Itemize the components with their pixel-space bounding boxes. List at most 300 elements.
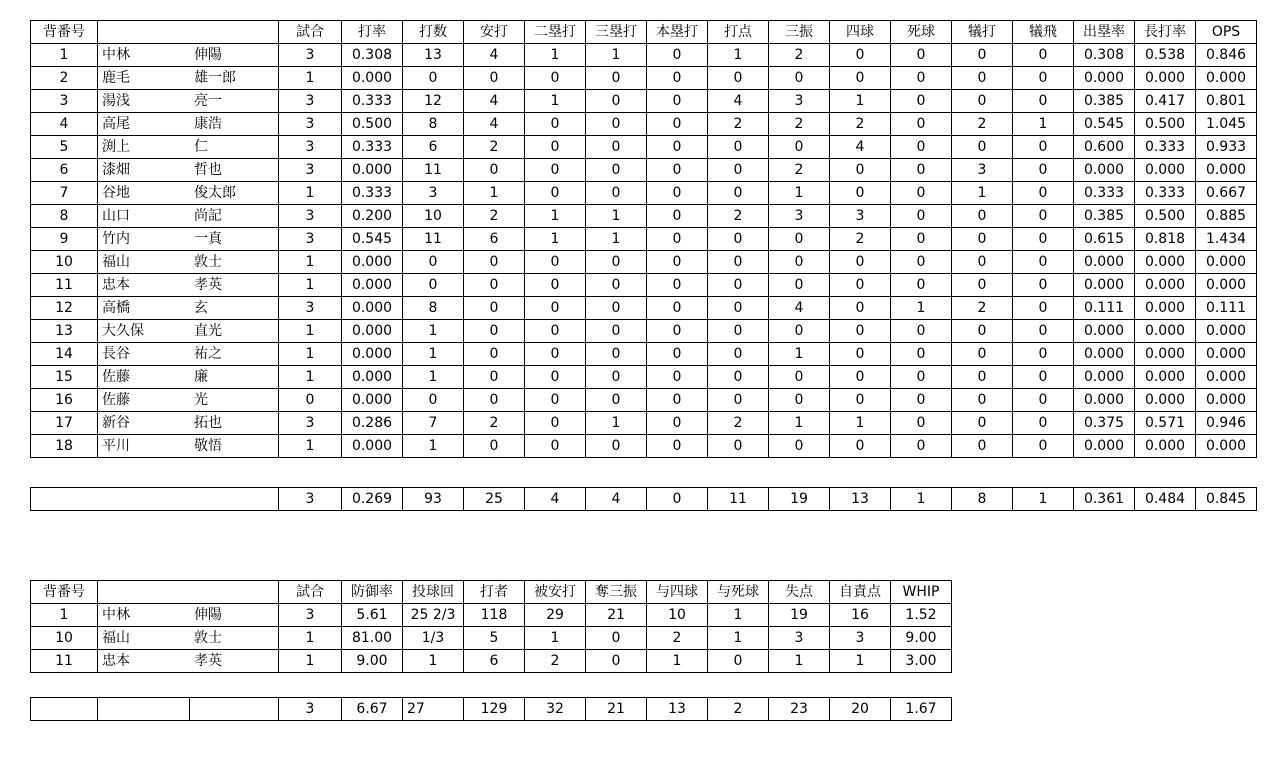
stat-cell: 0.111: [1074, 297, 1135, 320]
batting-header-row: [31, 21, 1257, 44]
stat-cell: 0: [952, 435, 1013, 458]
given-name: 直光: [194, 322, 222, 339]
stat-cell: 3: [403, 182, 464, 205]
stat-cell: 0: [647, 343, 708, 366]
batting-total-table: [30, 487, 1257, 511]
player-name: [98, 67, 279, 90]
stat-cell: 2: [464, 412, 525, 435]
stat-cell: 3: [769, 627, 830, 650]
stat-cell: 0.000: [1135, 343, 1196, 366]
stat-cell: 0.000: [1135, 67, 1196, 90]
stat-cell: 9.00: [342, 650, 403, 673]
stat-cell: 13: [403, 44, 464, 67]
stat-cell: 6: [403, 136, 464, 159]
stat-cell: 0.000: [1196, 435, 1257, 458]
stat-cell: 1: [708, 604, 769, 627]
stat-cell: 0: [647, 389, 708, 412]
stat-cell: 0.615: [1074, 228, 1135, 251]
total-cell: [31, 488, 279, 511]
stat-cell: 3: [279, 44, 342, 67]
stat-cell: 0: [830, 44, 891, 67]
stat-cell: 0.000: [342, 274, 403, 297]
total-cell: [190, 698, 279, 721]
stat-cell: 1: [279, 650, 342, 673]
stat-cell: 0: [830, 182, 891, 205]
stat-cell: 0: [891, 113, 952, 136]
stat-cell: 0: [464, 389, 525, 412]
stat-cell: 0: [891, 205, 952, 228]
column-header: OPS: [1196, 21, 1257, 44]
stat-cell: 3: [279, 604, 342, 627]
table-row: [31, 366, 1257, 389]
surname: 忠本: [102, 652, 130, 669]
stat-cell: 0: [525, 113, 586, 136]
total-cell: 93: [403, 488, 464, 511]
header-row: [31, 581, 952, 604]
batting-body: [31, 44, 1257, 458]
column-header: WHIP: [891, 581, 952, 604]
stat-cell: 9.00: [891, 627, 952, 650]
surname: 渕上: [102, 138, 130, 155]
stat-cell: 0.333: [342, 136, 403, 159]
column-header: 打率: [342, 21, 403, 44]
stat-cell: 0: [891, 435, 952, 458]
stat-cell: 0: [1013, 343, 1074, 366]
stat-cell: 0: [891, 251, 952, 274]
column-header: [98, 581, 279, 604]
jersey-number: 16: [31, 389, 98, 412]
stat-cell: 0: [525, 297, 586, 320]
stat-cell: 0.000: [1135, 159, 1196, 182]
stat-cell: 0: [464, 274, 525, 297]
stat-cell: 0.000: [342, 297, 403, 320]
stat-cell: 0: [525, 136, 586, 159]
stat-cell: 0: [708, 389, 769, 412]
table-row: [31, 604, 952, 627]
table-row: [31, 274, 1257, 297]
player-name: [98, 366, 279, 389]
jersey-number: 10: [31, 251, 98, 274]
stat-cell: 0: [279, 389, 342, 412]
stat-cell: 1: [1013, 113, 1074, 136]
stat-cell: 1: [279, 435, 342, 458]
stat-cell: 0: [647, 435, 708, 458]
surname: 平川: [102, 437, 130, 454]
stat-cell: 0: [647, 228, 708, 251]
total-cell: 4: [586, 488, 647, 511]
stat-cell: 0.545: [1074, 113, 1135, 136]
stat-cell: 0.333: [342, 90, 403, 113]
stat-cell: 0: [891, 412, 952, 435]
stat-cell: 0.545: [342, 228, 403, 251]
jersey-number: 4: [31, 113, 98, 136]
stat-cell: 0.000: [342, 159, 403, 182]
stat-cell: 1: [279, 343, 342, 366]
stat-cell: 2: [952, 297, 1013, 320]
stat-cell: 0.200: [342, 205, 403, 228]
stat-cell: 1: [586, 205, 647, 228]
given-name: 雄一郎: [194, 69, 236, 86]
stat-cell: 2: [830, 113, 891, 136]
stat-cell: 8: [403, 113, 464, 136]
stat-cell: 0.375: [1074, 412, 1135, 435]
stat-cell: 1: [279, 274, 342, 297]
header-row: [31, 21, 1257, 44]
stat-cell: 2: [525, 650, 586, 673]
stat-cell: 3: [279, 297, 342, 320]
surname: 忠本: [102, 276, 130, 293]
stat-cell: 0: [891, 136, 952, 159]
stat-cell: 3: [279, 412, 342, 435]
stat-cell: 0.000: [1074, 251, 1135, 274]
stat-cell: 0: [708, 366, 769, 389]
stat-cell: 10: [403, 205, 464, 228]
column-header: 自責点: [830, 581, 891, 604]
column-header: 投球回: [403, 581, 464, 604]
column-header: 出塁率: [1074, 21, 1135, 44]
stat-cell: 0: [464, 67, 525, 90]
stat-cell: 0.500: [342, 113, 403, 136]
stat-cell: 0: [952, 366, 1013, 389]
stat-cell: 0.385: [1074, 90, 1135, 113]
surname: 谷地: [102, 184, 130, 201]
column-header: 犠飛: [1013, 21, 1074, 44]
stat-cell: 1: [708, 44, 769, 67]
stat-cell: 1.52: [891, 604, 952, 627]
surname: 高尾: [102, 115, 130, 132]
stat-cell: 0.818: [1135, 228, 1196, 251]
total-cell: 129: [464, 698, 525, 721]
stat-cell: 2: [708, 113, 769, 136]
stat-cell: 0.000: [342, 251, 403, 274]
total-cell: 27: [403, 698, 464, 721]
stat-cell: 0.846: [1196, 44, 1257, 67]
stat-cell: 0: [891, 159, 952, 182]
stat-cell: 1: [279, 320, 342, 343]
stat-cell: 0: [952, 251, 1013, 274]
stat-cell: 5.61: [342, 604, 403, 627]
stat-cell: 0: [464, 435, 525, 458]
total-cell: 1: [891, 488, 952, 511]
stat-cell: 2: [769, 44, 830, 67]
stat-cell: 0: [708, 67, 769, 90]
player-name: [98, 389, 279, 412]
stat-cell: 0: [952, 228, 1013, 251]
stat-cell: 0: [952, 44, 1013, 67]
column-header: 長打率: [1135, 21, 1196, 44]
stat-cell: 0: [830, 320, 891, 343]
stat-cell: 2: [708, 412, 769, 435]
stat-cell: 0: [769, 320, 830, 343]
stat-cell: 0: [1013, 228, 1074, 251]
table-row: [31, 251, 1257, 274]
stat-cell: 0: [647, 44, 708, 67]
stat-cell: 0: [647, 205, 708, 228]
stat-cell: 0.333: [1074, 182, 1135, 205]
column-header: 背番号: [31, 21, 98, 44]
stat-cell: 1: [830, 650, 891, 673]
stat-cell: 1: [769, 182, 830, 205]
stat-cell: 1.434: [1196, 228, 1257, 251]
stat-cell: 0: [708, 320, 769, 343]
stat-cell: 11: [403, 228, 464, 251]
column-header: 与四球: [647, 581, 708, 604]
stat-cell: 0.538: [1135, 44, 1196, 67]
stat-cell: 1: [279, 182, 342, 205]
stat-cell: 0: [586, 67, 647, 90]
stat-cell: 0.000: [342, 343, 403, 366]
stat-cell: 0.000: [1135, 251, 1196, 274]
stat-cell: 0.500: [1135, 205, 1196, 228]
jersey-number: 3: [31, 90, 98, 113]
stat-cell: 0.000: [1196, 389, 1257, 412]
stat-cell: 1: [279, 67, 342, 90]
stat-cell: 0: [586, 650, 647, 673]
column-header: 打点: [708, 21, 769, 44]
stat-cell: 25 2/3: [403, 604, 464, 627]
total-cell: 0.845: [1196, 488, 1257, 511]
total-cell: 19: [769, 488, 830, 511]
stat-cell: 4: [464, 90, 525, 113]
pitching-stats-table: [30, 580, 952, 673]
stat-cell: 0: [647, 159, 708, 182]
stat-cell: 0: [403, 274, 464, 297]
stat-cell: 0: [586, 366, 647, 389]
stat-cell: 0: [647, 67, 708, 90]
stat-cell: 0: [647, 320, 708, 343]
column-header: 防御率: [342, 581, 403, 604]
stat-cell: 0.000: [1074, 67, 1135, 90]
stat-cell: 0: [647, 251, 708, 274]
stat-cell: 0.333: [1135, 182, 1196, 205]
stat-cell: 0.000: [1074, 435, 1135, 458]
total-cell: 13: [830, 488, 891, 511]
stat-cell: 0.308: [342, 44, 403, 67]
player-name: [98, 320, 279, 343]
stat-cell: 0: [952, 136, 1013, 159]
jersey-number: 9: [31, 228, 98, 251]
stat-cell: 0: [1013, 182, 1074, 205]
stat-cell: 0.000: [1196, 67, 1257, 90]
player-name: [98, 90, 279, 113]
stat-cell: 0: [1013, 320, 1074, 343]
stat-cell: 0: [1013, 389, 1074, 412]
stat-cell: 1/3: [403, 627, 464, 650]
stat-cell: 0.801: [1196, 90, 1257, 113]
table-row: [31, 205, 1257, 228]
stat-cell: 0.417: [1135, 90, 1196, 113]
given-name: 伸陽: [194, 46, 222, 63]
stat-cell: 0: [769, 435, 830, 458]
given-name: 孝英: [194, 276, 222, 293]
stat-cell: 0: [586, 274, 647, 297]
total-cell: 6.67: [342, 698, 403, 721]
stat-cell: 0: [403, 251, 464, 274]
stat-cell: 0: [464, 251, 525, 274]
surname: 高橋: [102, 299, 130, 316]
surname: 新谷: [102, 414, 130, 431]
pitching-body: [31, 604, 952, 673]
stat-cell: 0: [891, 228, 952, 251]
column-header: 試合: [279, 21, 342, 44]
stat-cell: 6: [464, 228, 525, 251]
stat-cell: 0: [647, 274, 708, 297]
stat-cell: 0: [952, 67, 1013, 90]
given-name: 康浩: [194, 115, 222, 132]
stat-cell: 0.000: [342, 366, 403, 389]
stat-cell: 1: [403, 343, 464, 366]
stat-cell: 0: [891, 366, 952, 389]
table-row: [31, 182, 1257, 205]
pitching-total-table: [30, 697, 952, 721]
column-header: 安打: [464, 21, 525, 44]
player-name: [98, 136, 279, 159]
surname: 佐藤: [102, 391, 130, 408]
table-row: [31, 228, 1257, 251]
given-name: 廉: [194, 368, 208, 385]
stat-cell: 0: [586, 159, 647, 182]
table-row: [31, 113, 1257, 136]
table-row: [31, 90, 1257, 113]
stat-cell: 0: [769, 136, 830, 159]
stat-cell: 0.000: [1196, 366, 1257, 389]
column-header: 二塁打: [525, 21, 586, 44]
stat-cell: 0.933: [1196, 136, 1257, 159]
total-cell: [31, 698, 98, 721]
stat-cell: 1: [769, 650, 830, 673]
total-cell: 0.361: [1074, 488, 1135, 511]
stat-cell: 0.000: [1135, 366, 1196, 389]
batting-total-row: [31, 488, 1257, 511]
surname: 中林: [102, 46, 130, 63]
total-cell: 3: [279, 698, 342, 721]
stat-cell: 1: [403, 650, 464, 673]
stat-cell: 0: [1013, 412, 1074, 435]
given-name: 孝英: [194, 652, 222, 669]
stat-cell: 0.000: [1196, 274, 1257, 297]
stat-cell: 0.111: [1196, 297, 1257, 320]
total-cell: [98, 698, 190, 721]
given-name: 敦士: [194, 629, 222, 646]
stat-cell: 0: [708, 435, 769, 458]
stat-cell: 0: [769, 274, 830, 297]
stat-cell: 1: [464, 182, 525, 205]
stat-cell: 0.885: [1196, 205, 1257, 228]
stat-cell: 0: [1013, 67, 1074, 90]
surname: 漆畑: [102, 161, 130, 178]
player-name: [98, 228, 279, 251]
table-row: [31, 44, 1257, 67]
column-header: 与死球: [708, 581, 769, 604]
given-name: 玄: [194, 299, 208, 316]
column-header: 三振: [769, 21, 830, 44]
column-header: 奪三振: [586, 581, 647, 604]
given-name: 亮一: [194, 92, 222, 109]
table-row: [31, 297, 1257, 320]
player-name: [98, 650, 279, 673]
stat-cell: 0: [830, 274, 891, 297]
stat-cell: 1: [769, 343, 830, 366]
stat-cell: 0: [586, 182, 647, 205]
stat-cell: 0: [647, 182, 708, 205]
player-name: [98, 343, 279, 366]
surname: 福山: [102, 253, 130, 270]
column-header: 打者: [464, 581, 525, 604]
stat-cell: 1: [769, 412, 830, 435]
jersey-number: 5: [31, 136, 98, 159]
pitching-header-row: [31, 581, 952, 604]
stat-cell: 0: [586, 251, 647, 274]
table-row: [31, 389, 1257, 412]
stat-cell: 0: [769, 366, 830, 389]
stat-cell: 1: [586, 412, 647, 435]
stat-cell: 0.000: [1196, 159, 1257, 182]
stat-cell: 1: [403, 366, 464, 389]
stat-cell: 0.000: [1074, 366, 1135, 389]
total-cell: 4: [525, 488, 586, 511]
given-name: 祐之: [194, 345, 222, 362]
given-name: 仁: [194, 138, 208, 155]
column-header: 三塁打: [586, 21, 647, 44]
stat-cell: 0: [952, 389, 1013, 412]
stat-cell: 1: [525, 228, 586, 251]
total-cell: 21: [586, 698, 647, 721]
given-name: 哲也: [194, 161, 222, 178]
stat-cell: 0: [708, 251, 769, 274]
stat-cell: 1: [525, 627, 586, 650]
stat-cell: 0.000: [1135, 435, 1196, 458]
stat-cell: 0: [1013, 297, 1074, 320]
table-row: [31, 159, 1257, 182]
stat-cell: 1: [403, 320, 464, 343]
surname: 大久保: [102, 322, 144, 339]
stat-cell: 118: [464, 604, 525, 627]
stat-cell: 1: [279, 366, 342, 389]
surname: 鹿毛: [102, 69, 130, 86]
jersey-number: 18: [31, 435, 98, 458]
stat-cell: 1: [525, 90, 586, 113]
total-cell: 32: [525, 698, 586, 721]
given-name: 拓也: [194, 414, 222, 431]
stat-cell: 0.308: [1074, 44, 1135, 67]
player-name: [98, 627, 279, 650]
stat-cell: 0: [1013, 205, 1074, 228]
stat-cell: 1: [586, 228, 647, 251]
stat-cell: 0.000: [342, 389, 403, 412]
stat-cell: 0: [647, 366, 708, 389]
column-header: 四球: [830, 21, 891, 44]
total-cell: 1: [1013, 488, 1074, 511]
stat-cell: 0.333: [1135, 136, 1196, 159]
stat-cell: 0: [708, 159, 769, 182]
stat-cell: 0: [830, 366, 891, 389]
stat-cell: 3: [279, 205, 342, 228]
stat-cell: 0: [525, 67, 586, 90]
stat-cell: 0: [525, 435, 586, 458]
stat-cell: 0: [586, 320, 647, 343]
stat-cell: 0: [1013, 274, 1074, 297]
stat-cell: 21: [586, 604, 647, 627]
stat-cell: 2: [464, 205, 525, 228]
stat-cell: 3: [279, 113, 342, 136]
player-name: [98, 205, 279, 228]
total-cell: 11: [708, 488, 769, 511]
stat-cell: 3: [952, 159, 1013, 182]
jersey-number: 11: [31, 274, 98, 297]
column-header: 失点: [769, 581, 830, 604]
total-cell: 0.484: [1135, 488, 1196, 511]
stat-cell: 0: [708, 274, 769, 297]
